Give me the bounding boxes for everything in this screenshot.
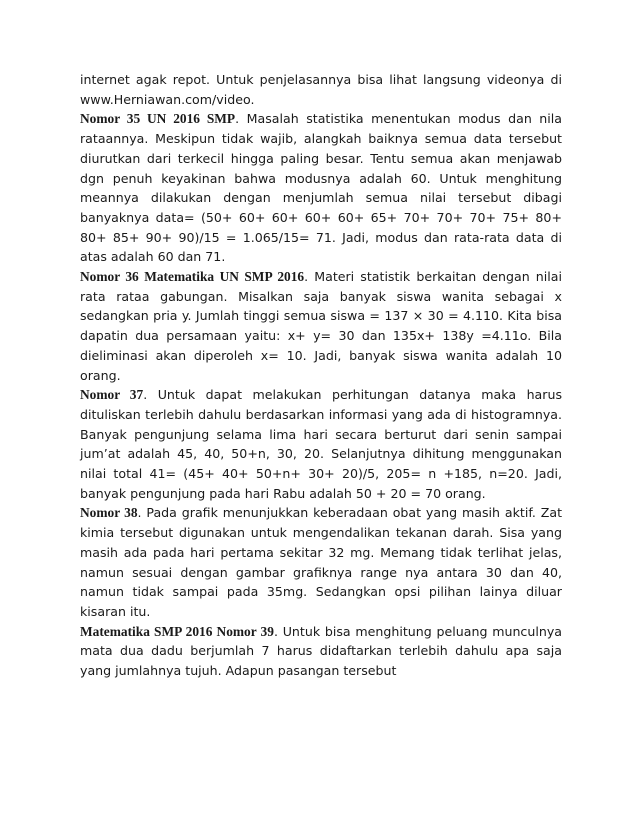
paragraph-text: . Masalah statistika menentukan modus dan nila rataannya. Meskipun tidak wajib, alangkah baiknya semua data tersebut diurutkan dari terkecil hingga paling besar. Tentu semua akan menjawab dgn penuh keyakinan bahwa modusnya adalah 60. Untuk menghitung meannya dilakukan dengan menjumlah semua nilai tersebut dibagi banyaknya data= (50+ 60+ 60+ 60+ 60+ 65+ 70+ 70+ 70+ 75+ 80+ 80+ 85+ 90+ 90)/15 = 1.065/15= 71. Jadi, modus dan rata-rata data di atas adalah 60 dan 71.	[80, 111, 563, 265]
paragraph-nomor-36	[80, 267, 562, 385]
paragraph-nomor-38	[80, 503, 562, 621]
paragraph-text: . Pada grafik menunjukkan keberadaan obat yang masih aktif. Zat kimia tersebut digunakan untuk mengendalikan tekanan darah. Sisa yang masih ada pada hari pertama sekitar 32 mg. Memang tidak terlihat jelas, namun sesuai dengan gambar grafiknya range nya antara 30 dan 40, namun tidak sampai pada 35mg. Sedangkan opsi pilihan lainya diluar kisaran itu.	[80, 505, 563, 619]
paragraph-text: internet agak repot. Untuk penjelasannya bisa lihat langsung videonya di www.Herniawan.com/video.	[80, 72, 562, 107]
paragraph-nomor-37	[80, 385, 562, 503]
paragraph-text: . Materi statistik berkaitan dengan nilai rata rataa gabungan. Misalkan saja banyak siswa wanita sebagai x sedangkan pria y. Jumlah tinggi semua siswa = 137 × 30 = 4.110. Kita bisa dapatin dua persamaan yaitu: x+ y= 30 dan 135x+ 138y =4.11o. Bila dieliminasi akan diperoleh x= 10. Jadi, banyak siswa wanita adalah 10 orang.	[80, 269, 563, 383]
paragraph-heading: Nomor 38	[80, 505, 138, 521]
paragraph-text: . Untuk dapat melakukan perhitungan datanya maka harus dituliskan terlebih dahulu berdasarkan informasi yang ada di histogramnya. Banyak pengunjung selama lima hari secara berturut dari senin sampai jum’at adalah 45, 40, 50+n, 30, 20. Selanjutnya dihitung menggunakan nilai total 41= (45+ 40+ 50+n+ 30+ 20)/5, 205= n +185, n=20. Jadi, banyak pengunjung pada hari Rabu adalah 50 + 20 = 70 orang.	[80, 387, 562, 501]
paragraph-heading: Nomor 36 Matematika UN SMP 2016	[80, 269, 305, 285]
document-page	[80, 70, 562, 681]
paragraph-heading: Nomor 35 UN 2016 SMP	[80, 111, 236, 127]
paragraph-intro	[80, 70, 562, 109]
paragraph-text: . Untuk bisa menghitung peluang munculnya mata dua dadu berjumlah 7 harus didaftarkan terlebih dahulu apa saja yang jumlahnya tujuh. Adapun pasangan tersebut	[80, 623, 562, 679]
paragraph-heading: Matematika SMP 2016 Nomor 39	[80, 623, 274, 639]
paragraph-nomor-39	[80, 622, 562, 681]
paragraph-heading: Nomor 37	[80, 387, 144, 403]
paragraph-nomor-35	[80, 109, 562, 267]
